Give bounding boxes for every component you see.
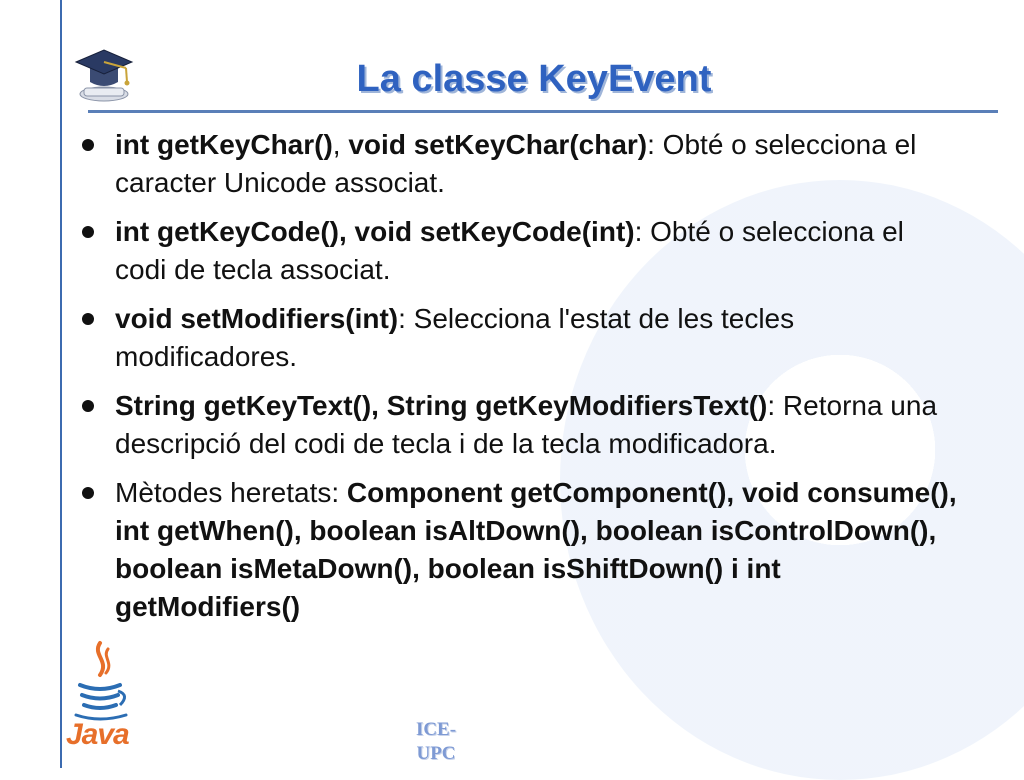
description-text: : Retorna una descripció del codi de tecla i de la tecla modificadora. — [115, 390, 938, 459]
method-signature: void setModifiers(int) — [115, 303, 399, 334]
bullet-icon — [82, 313, 94, 325]
bullet-icon — [82, 226, 94, 238]
description-text: Mètodes heretats: — [115, 477, 347, 508]
method-signature: int getKeyChar() — [115, 129, 333, 160]
bullet-icon — [82, 487, 94, 499]
bullet-icon — [82, 400, 94, 412]
footer-line: ICE- — [415, 719, 457, 740]
list-item — [80, 387, 960, 463]
method-signature: void setKeyChar(char) — [348, 129, 648, 160]
method-signature: String getKeyText(), String getKeyModifiersText() — [115, 390, 768, 421]
footer-line: UPC — [416, 743, 456, 764]
left-sidebar-band — [0, 0, 62, 768]
title-divider — [88, 110, 998, 113]
bullet-icon — [82, 139, 94, 151]
description-text: , — [332, 129, 349, 160]
slide-title: La classe KeyEvent — [356, 58, 712, 100]
bullet-list — [80, 126, 960, 637]
description-text: : Obté o selecciona el codi de tecla associat. — [115, 216, 904, 285]
method-signature: Component getComponent(), void consume(), int getWhen(), boolean isAltDown(), boolean isControlDown(), boolean isMetaDown(), boolean isShiftDown() i int getModifiers() — [115, 477, 957, 622]
list-item — [80, 300, 960, 376]
list-item — [80, 213, 960, 289]
method-signature: int getKeyCode(), void setKeyCode(int) — [115, 216, 635, 247]
footer-label — [400, 718, 472, 766]
list-item — [80, 126, 960, 202]
description-text: : Selecciona l'estat de les tecles modificadores. — [115, 303, 795, 372]
java-logo-text: Java — [66, 718, 129, 751]
description-text: : Obté o selecciona el caracter Unicode associat. — [115, 129, 917, 198]
list-item — [80, 474, 960, 626]
